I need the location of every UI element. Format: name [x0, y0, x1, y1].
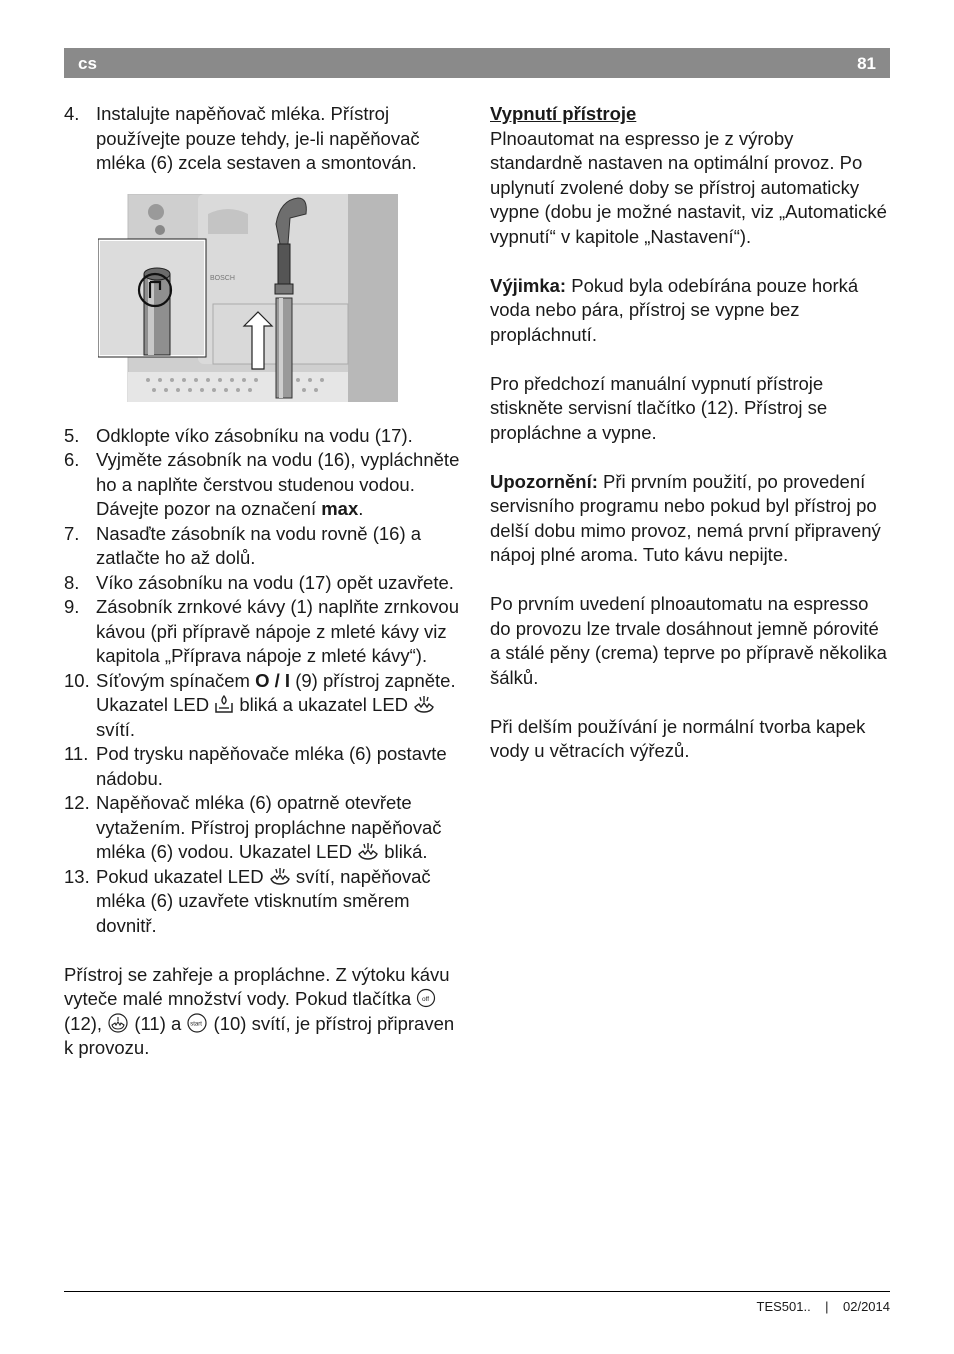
paragraph: Plnoautomat na espresso je z výroby standardně nastaven na optimální provoz. Po uplynutí zvolené doby se přístroj automaticky vypne (dobu je možné nastavit, viz „Automatické vypnutí“ v kapitole „Nastavení“).	[490, 127, 887, 247]
list-item: 10. Síťovým spínačem O / I (9) přístroj zapněte. Ukazatel LED bliká a ukazatel LED svítí.	[64, 669, 456, 740]
brand-label: BOSCH	[210, 274, 235, 282]
left-column	[64, 102, 464, 1061]
page-number: 81	[857, 54, 876, 73]
right-column	[490, 102, 890, 764]
steam-led-icon	[269, 866, 291, 886]
list-item: 5. Odklopte víko zásobníku na vodu (17).	[64, 424, 413, 446]
intro-step	[64, 102, 464, 176]
model-number: TES501..	[756, 1299, 811, 1314]
paragraph: Po prvním uvedení plnoautomatu na espresso do provozu lze trvale dosáhnout jemně pórovité a stálé pěny (crema) teprve po přípravě několika šálků.	[490, 593, 887, 688]
footer-separator: |	[825, 1299, 829, 1314]
steam-led-icon	[357, 841, 379, 861]
list-item: 12. Napěňovač mléka (6) opatrně otevřete vytažením. Přístroj propláchne napěňovač mléka (6) vodou. Ukazatel LED bliká.	[64, 792, 442, 862]
paragraph: Při delším používání je normální tvorba kapek vody u větracích výřezů.	[490, 715, 866, 761]
paragraph: Pro předchozí manuální vypnutí přístroje stiskněte servisní tlačítko (12). Přístroj se propláchne a vypne.	[490, 372, 828, 443]
water-tank-led-icon	[214, 694, 234, 714]
list-item: 7. Nasaďte zásobník na vodu rovně (16) a zatlačte ho až dolů.	[64, 522, 422, 568]
footer-divider	[64, 1291, 890, 1292]
steam-led-icon	[413, 694, 435, 714]
off-button-icon	[416, 988, 436, 1008]
language-code: cs	[78, 54, 97, 73]
start-button-icon	[186, 1013, 208, 1033]
edition-date: 02/2014	[843, 1299, 890, 1314]
steam-button-icon	[107, 1013, 129, 1033]
milk-frother-illustration	[98, 194, 398, 402]
list-item: 13. Pokud ukazatel LED svítí, napěňovač mléka (6) uzavřete vtisknutím směrem dovnitř.	[64, 865, 431, 936]
frother-diagram	[98, 194, 398, 402]
list-item: 9. Zásobník zrnkové kávy (1) naplňte zrnkovou kávou (při přípravě nápoje z mleté kávy viz kapitola „Příprava nápoje z mleté kávy“).	[64, 596, 459, 666]
closing-paragraph: Přístroj se zahřeje a propláchne. Z výtoku kávu vyteče malé množství vody. Pokud tlačítka off (12), (11) a start (10) svítí, je přístroj připraven k provozu.	[64, 963, 455, 1058]
list-item: 4. Instalujte napěňovač mléka. Přístroj používejte pouze tehdy, je-li napěňovač mléka (6) zcela sestaven a smontován.	[64, 103, 420, 173]
list-item: 6. Vyjměte zásobník na vodu (16), vypláchněte ho a naplňte čerstvou studenou vodou. Dávejte pozor na označení max.	[64, 449, 460, 519]
section-heading: Vypnutí přístroje	[490, 103, 637, 124]
setup-steps	[64, 424, 464, 939]
list-item: 8. Víko zásobníku na vodu (17) opět uzavřete.	[64, 571, 454, 593]
exception-paragraph: Výjimka: Pokud byla odebírána pouze horká voda nebo pára, přístroj se vypne bez propláchnutí.	[490, 274, 859, 345]
svg-text:off: off	[422, 996, 430, 1003]
page-header	[64, 48, 890, 78]
svg-text:start: start	[190, 1021, 203, 1027]
page-footer	[757, 1299, 891, 1314]
note-paragraph: Upozornění: Při prvním použití, po provedení servisního programu nebo pokud byl přístroj po delší dobu mimo provoz, nemá první připravený nápoj plné aroma. Tuto kávu nepijte.	[490, 470, 881, 565]
list-item: 11. Pod trysku napěňovače mléka (6) postavte nádobu.	[64, 743, 447, 789]
